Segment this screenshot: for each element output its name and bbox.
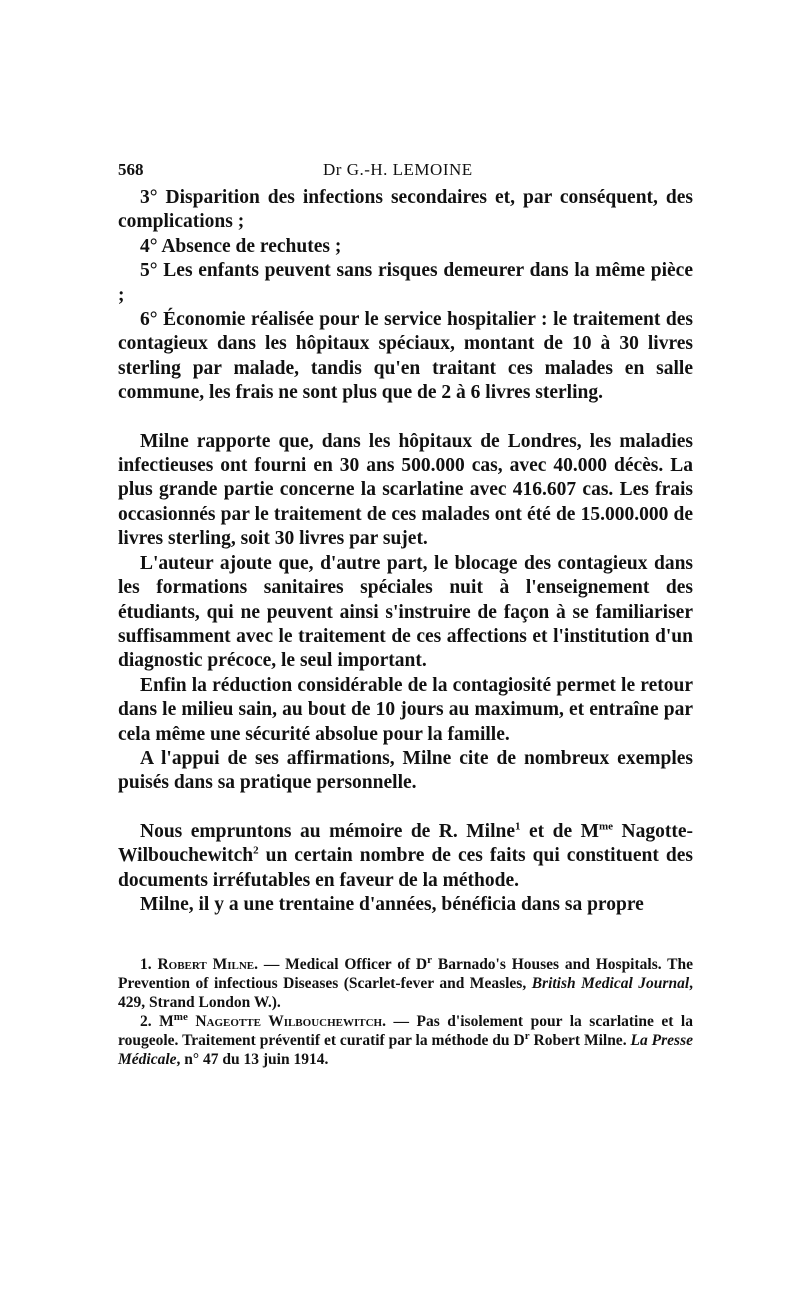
- journal-title: La Presse Médicale: [118, 1032, 693, 1069]
- footnote-text: , n° 47 du 13 juin 1914.: [176, 1051, 329, 1069]
- footnote-text: — Medical Officer of D: [258, 956, 428, 974]
- footnote-1: [118, 955, 693, 1012]
- paragraph: Milne, il y a une trentaine d'années, bénéficia dans sa propre: [140, 893, 644, 915]
- page: [118, 150, 693, 1069]
- list-item: 4° Absence de rechutes ;: [140, 235, 342, 257]
- paragraph-text: un certain nombre de ces faits qui constituent des documents irréfutables en faveur de la méthode.: [118, 845, 693, 891]
- paragraph: A l'appui de ses affirmations, Milne cite de nombreux exemples puisés dans sa pratique personnelle.: [118, 747, 693, 794]
- page-number: 568: [118, 160, 144, 179]
- superscript: me: [173, 1011, 188, 1024]
- footnote-text: — Pas d'isolement pour la scarlatine et la rougeole. Traitement préventif et curatif par la méthode du D: [118, 1013, 693, 1050]
- paragraph-text: Nagotte-Wilbouchewitch: [118, 820, 694, 867]
- paragraph: L'auteur ajoute que, d'autre part, le blocage des contagieux dans les formations sanitaires spéciales nuit à l'enseignement des étudiants, qui ne peuvent ainsi s'instruire de façon à se familiariser suffisamment avec le traitement de ces affections et l'institution d'un diagnostic précoce, le seul important.: [118, 552, 693, 672]
- paragraph-text: et de M: [520, 820, 600, 842]
- list-item: 6° Économie réalisée pour le service hospitalier : le traitement des contagieux dans les hôpitaux spéciaux, montant de 10 à 30 livres sterling par malade, tandis qu'en traitant ces malades en salle commune, les frais ne sont plus que de 2 à 6 livres sterling.: [118, 309, 693, 404]
- footnote-author: Nageotte Wilbouchewitch.: [187, 1013, 386, 1031]
- paragraph: Enfin la réduction considérable de la contagiosité permet le retour dans le milieu sain, au bout de 10 jours au maximum, et entraîne par cela même une sécurité absolue pour la famille.: [118, 674, 693, 745]
- superscript: me: [599, 820, 614, 833]
- page-header: [118, 150, 693, 180]
- footnote-text: Barnado's Houses and Hospitals. The Prevention of infectious Diseases (Scarlet-fever and Measles,: [118, 956, 693, 993]
- superscript: r: [427, 954, 433, 967]
- list-item: 5° Les enfants peuvent sans risques demeurer dans la même pièce ;: [118, 260, 693, 306]
- running-title: Dr G.-H. LEMOINE: [323, 160, 473, 179]
- superscript: r: [524, 1030, 530, 1043]
- footnote-2: 2. $M^{me}$ Nageotte Wilbouchewitch. — Pas d'isolement pour la scarlatine et la rougeole. Traitement préventif et curatif par la méthode du $D^r$ Robert Milne. La Presse Médicale, n° 47 du 13 juin 1914.: [118, 1011, 693, 1069]
- footnote-ref: 2: [253, 844, 259, 857]
- paragraph: [118, 820, 693, 893]
- list-item: 3° Disparition des infections secondaires et, par conséquent, des complications ;: [118, 187, 693, 233]
- footnote-text: Robert Milne.: [529, 1032, 631, 1050]
- footnote-author: Robert Milne.: [157, 956, 258, 974]
- footnote-ref: 1: [515, 820, 521, 833]
- paragraph: Milne rapporte que, dans les hôpitaux de Londres, les maladies infectieuses ont fourni en 30 ans 500.000 cas, avec 40.000 décès. La plus grande partie concerne la scarlatine avec 416.607 cas. Les frais occasionnés par le traitement de ces malades ont été de 15.000.000 de livres sterling, soit 30 livres par sujet.: [118, 430, 693, 550]
- paragraph-text: Nous empruntons au mémoire de R. Milne: [140, 820, 515, 842]
- footnote-number: 2.: [140, 1013, 152, 1031]
- journal-title: British Medical Journal: [531, 975, 690, 993]
- footnote-text: , 429, Strand London W.).: [118, 975, 693, 1012]
- footnote-number: 1.: [140, 956, 152, 974]
